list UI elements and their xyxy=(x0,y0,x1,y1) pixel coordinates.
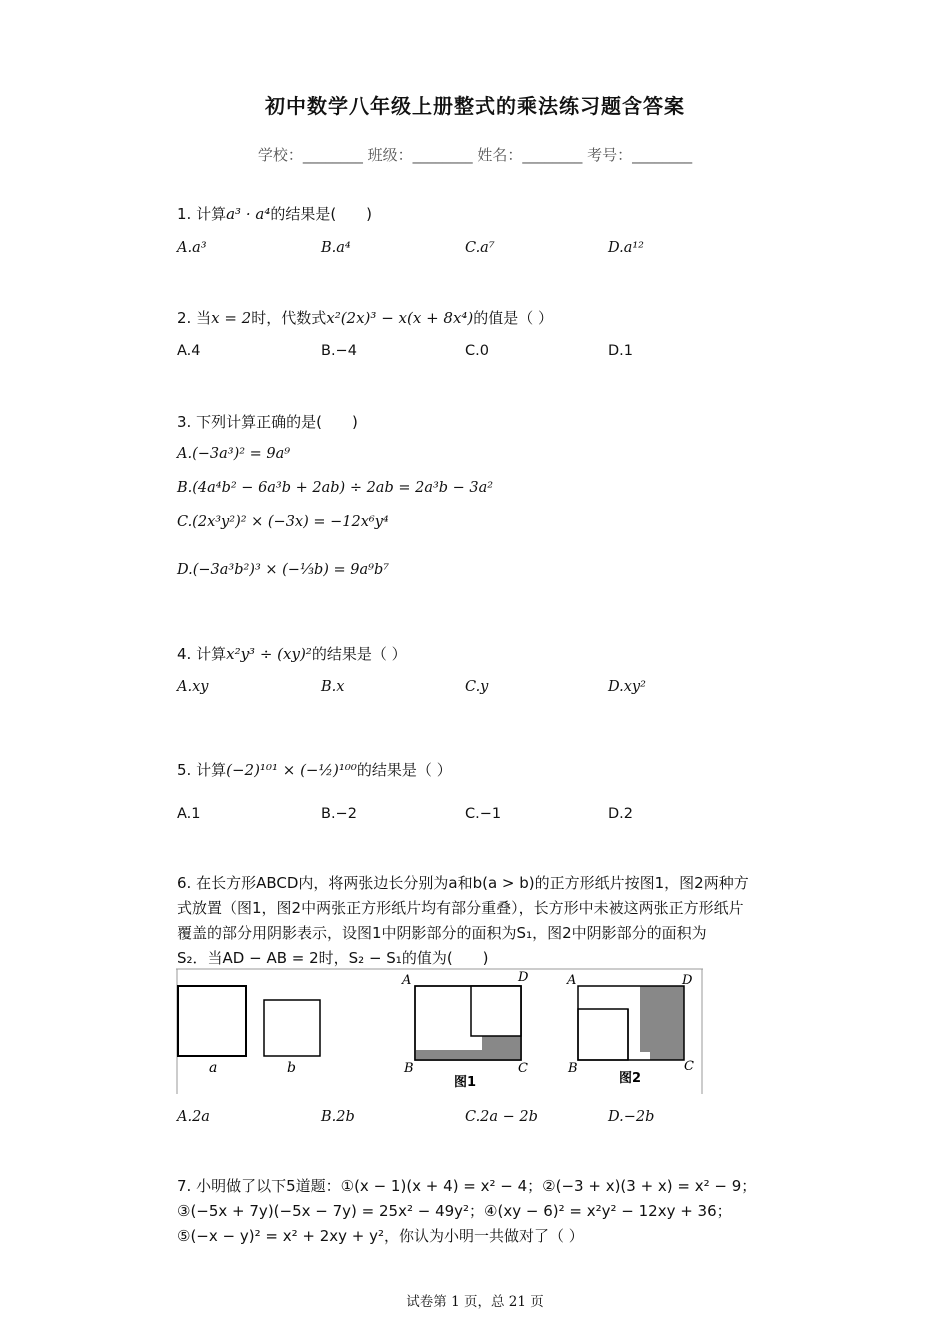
question-7-text-1: 小明做了以下5道题：①(x − 1)(x + 4) = x² − 4；②(−3 + x)(3 + x) = x² − 9； xyxy=(196,1177,757,1195)
question-3 xyxy=(177,411,358,432)
question-7-text-2: ③(−5x + 7y)(−5x − 7y) = 25x² − 49y²；④(xy − 6)² = x²y² − 12xy + 36； xyxy=(177,1202,732,1220)
q6-option-c[interactable]: C.2a − 2b xyxy=(465,1109,538,1125)
question-expression: (−2)¹⁰¹ × (−½)¹⁰⁰ xyxy=(226,761,357,779)
figure-2 xyxy=(566,973,694,1086)
question-number: 6. xyxy=(177,874,192,892)
q2-option-b[interactable]: B.−4 xyxy=(321,343,357,359)
question-6-text-2: 式放置（图1，图2中两张正方形纸片均有部分重叠），长方形中未被这两张正方形纸片 xyxy=(177,899,744,917)
q5-option-d[interactable]: D.2 xyxy=(608,806,633,822)
fig1-square-b xyxy=(471,986,521,1036)
question-condition: x = 2 xyxy=(211,309,252,327)
question-number: 4. xyxy=(177,645,192,663)
q4-option-b[interactable]: B.x xyxy=(321,679,345,695)
square-b xyxy=(264,1000,320,1056)
q3-option-a[interactable]: A.(−3a³)² = 9a⁹ xyxy=(177,446,291,462)
q5-option-c[interactable]: C.−1 xyxy=(465,806,502,822)
square-a xyxy=(178,986,246,1056)
page-title: 初中数学八年级上册整式的乘法练习题含答案 xyxy=(265,94,685,118)
fig1-label-B: B xyxy=(404,1061,414,1076)
q1-option-d[interactable]: D.a¹² xyxy=(608,240,644,256)
fig2-label-B: B xyxy=(568,1061,578,1076)
q4-option-d[interactable]: D.xy² xyxy=(608,679,646,695)
q2-option-d[interactable]: D.1 xyxy=(608,343,633,359)
question-text: 下列计算正确的是( ) xyxy=(196,413,358,431)
question-7 xyxy=(177,1174,817,1249)
question-4 xyxy=(177,643,407,664)
question-6-text-1: 在长方形ABCD内，将两张边长分别为a和b(a > b)的正方形纸片按图1，图2两种方 xyxy=(196,874,749,892)
fig2-caption: 图2 xyxy=(619,1071,642,1086)
label-b: b xyxy=(287,1060,296,1076)
question-6 xyxy=(177,871,817,971)
question-pre: 计算 xyxy=(196,761,227,779)
question-post: 的结果是（ ） xyxy=(311,645,407,663)
student-info-line: 学校：________ 班级：________ 姓名：________ 考号：________ xyxy=(257,146,693,164)
question-number: 3. xyxy=(177,413,192,431)
fig2-label-C: C xyxy=(684,1059,694,1074)
question-number: 5. xyxy=(177,761,192,779)
q6-option-d[interactable]: D.−2b xyxy=(608,1109,655,1125)
question-pre: 计算 xyxy=(196,205,227,223)
fig2-gap xyxy=(640,1052,650,1060)
q6-figure xyxy=(176,968,703,1094)
figure-1 xyxy=(401,970,529,1090)
q6-option-b[interactable]: B.2b xyxy=(321,1109,355,1125)
q3-option-d[interactable]: D.(−3a³b²)³ × (−⅓b) = 9a⁹b⁷ xyxy=(177,562,390,578)
fig1-label-D: D xyxy=(518,970,529,985)
label-a: a xyxy=(209,1060,218,1076)
question-expression: x²y³ ÷ (xy)² xyxy=(226,645,312,663)
question-pre: 计算 xyxy=(196,645,227,663)
q3-option-b[interactable]: B.(4a⁴b² − 6a³b + 2ab) ÷ 2ab = 2a³b − 3a² xyxy=(177,480,494,496)
q4-option-a[interactable]: A.xy xyxy=(177,679,209,695)
question-6-text-3: 覆盖的部分用阴影表示，设图1中阴影部分的面积为S₁，图2中阴影部分的面积为 xyxy=(177,924,707,942)
question-6-text-4: S₂．当AD − AB = 2时，S₂ − S₁的值为( ) xyxy=(177,949,489,967)
fig2-label-D: D xyxy=(682,973,693,988)
question-expression: x²(2x)³ − x(x + 8x⁴) xyxy=(326,309,474,327)
q1-option-c[interactable]: C.a⁷ xyxy=(465,240,495,256)
question-5 xyxy=(177,759,452,780)
q2-option-c[interactable]: C.0 xyxy=(465,343,489,359)
fig1-label-C: C xyxy=(518,1061,528,1076)
question-number: 1. xyxy=(177,205,192,223)
fig1-label-A: A xyxy=(402,973,412,988)
q3-option-c[interactable]: C.(2x³y²)² × (−3x) = −12x⁶y⁴ xyxy=(177,514,389,530)
q4-option-c[interactable]: C.y xyxy=(465,679,489,695)
question-post: 的结果是（ ） xyxy=(356,761,452,779)
question-mid: 时，代数式 xyxy=(251,309,327,327)
question-number: 7. xyxy=(177,1177,192,1195)
page-footer: 试卷第 1 页，总 21 页 xyxy=(406,1294,544,1310)
q5-option-a[interactable]: A.1 xyxy=(177,806,201,822)
question-post: 的值是（ ） xyxy=(473,309,554,327)
question-7-line xyxy=(177,1174,817,1199)
fig2-label-A: A xyxy=(567,973,577,988)
q1-option-a[interactable]: A.a³ xyxy=(177,240,207,256)
question-expression: a³ · a⁴ xyxy=(226,205,271,223)
question-post: 的结果是( ) xyxy=(270,205,373,223)
question-number: 2. xyxy=(177,309,192,327)
question-pre: 当 xyxy=(196,309,212,327)
question-6-line xyxy=(177,871,817,896)
q2-option-a[interactable]: A.4 xyxy=(177,343,201,359)
q6-option-a[interactable]: A.2a xyxy=(177,1109,210,1125)
question-2 xyxy=(177,307,553,328)
q1-option-b[interactable]: B.a⁴ xyxy=(321,240,351,256)
q5-option-b[interactable]: B.−2 xyxy=(321,806,357,822)
fig1-shade-corner xyxy=(482,1036,521,1060)
fig1-caption: 图1 xyxy=(454,1075,477,1090)
fig2-square-b xyxy=(578,1009,628,1060)
question-7-text-3: ⑤(−x − y)² = x² + 2xy + y²，你认为小明一共做对了（ ） xyxy=(177,1227,584,1245)
question-1 xyxy=(177,203,372,224)
